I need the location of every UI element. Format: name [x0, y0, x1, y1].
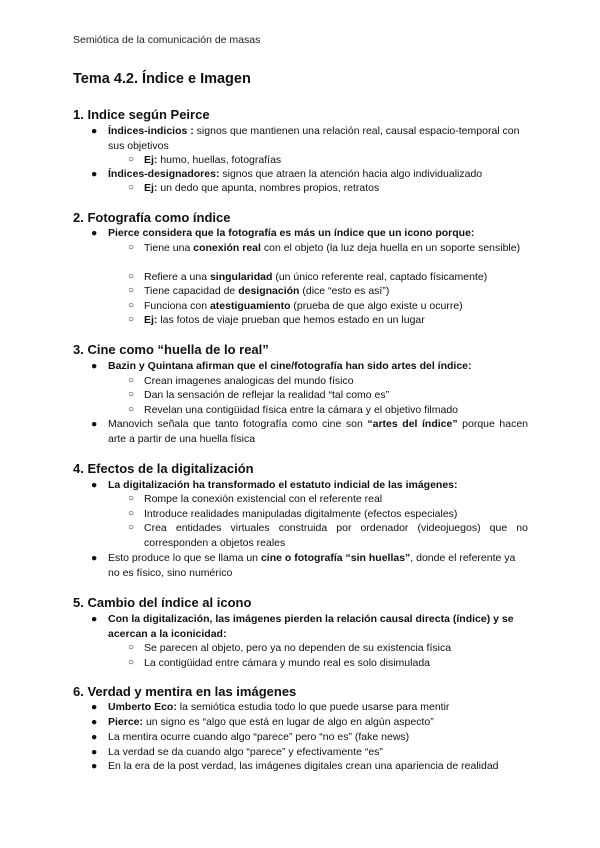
- bullet-circle: ○: [128, 285, 135, 296]
- list-item: [108, 551, 528, 580]
- bullet-circle: ○: [128, 300, 135, 311]
- item-bold: atestiguamiento: [209, 300, 291, 312]
- list-item: Dan la sensación de reflejar la realidad “tal como es”: [144, 389, 390, 401]
- item-bold: Ej:: [144, 314, 158, 326]
- item-bold: conexión real: [193, 242, 261, 254]
- section-title-3: 3. Cine como “huella de lo real”: [73, 342, 269, 357]
- bullet-dot: ●: [91, 613, 98, 625]
- item-bold: cine o fotografía “sin huellas”: [260, 552, 411, 564]
- section-title-1: 1. Indice según Peirce: [73, 107, 210, 122]
- item-text: humo, huellas, fotografías: [157, 154, 282, 166]
- list-item: Crean imagenes analogicas del mundo físico: [144, 375, 354, 387]
- bullet-dot: ●: [91, 552, 98, 564]
- item-text: (un único referente real, captado físicamente): [272, 271, 488, 283]
- item-text: (dice “esto es así”): [299, 285, 390, 297]
- item-text: con el objeto (la luz deja huella en un soporte sensible): [260, 242, 521, 254]
- bullet-circle: ○: [128, 493, 135, 504]
- list-item: [108, 359, 528, 374]
- bullet-dot: ●: [91, 125, 98, 137]
- section-title-2: 2. Fotografía como índice: [73, 210, 231, 225]
- bullet-dot: ●: [91, 227, 98, 239]
- bullet-dot: ●: [91, 168, 98, 180]
- bullet-circle: ○: [128, 404, 135, 415]
- item-text: porque hacen arte a partir de una huella física: [108, 418, 528, 445]
- bullet-dot: ●: [91, 731, 98, 743]
- list-item: [108, 226, 528, 241]
- list-item: Revelan una contigüidad física entre la cámara y el objetivo filmado: [144, 404, 459, 416]
- bullet-circle: ○: [128, 271, 135, 282]
- item-text: , donde el referente ya no es físico, sino numérico: [108, 552, 516, 579]
- list-item: Se parecen al objeto, pero ya no dependen de su existencia física: [144, 642, 452, 654]
- bullet-circle: ○: [128, 389, 135, 400]
- item-text: las fotos de viaje prueban que hemos estado en un lugar: [157, 314, 425, 326]
- item-text: la semiótica estudia todo lo que puede usarse para mentir: [176, 701, 450, 713]
- item-bold: Bazin y Quintana afirman que el cine/fotografía han sido artes del índice:: [108, 360, 472, 372]
- bullet-circle: ○: [128, 657, 135, 668]
- page-title: Tema 4.2. Índice e Imagen: [73, 71, 251, 87]
- item-bold: Pierce considera que la fotografía es más un índice que un icono porque:: [108, 227, 475, 239]
- item-bold: Ej:: [144, 182, 158, 194]
- item-text: signos que atraen la atención hacia algo individualizado: [219, 168, 483, 180]
- bullet-circle: ○: [128, 314, 135, 325]
- list-item: Introduce realidades manipuladas digitalmente (efectos especiales): [144, 508, 458, 520]
- bullet-dot: ●: [91, 360, 98, 372]
- item-bold: Índices-indicios :: [108, 125, 194, 137]
- item-bold: Pierce:: [108, 716, 144, 728]
- item-text: un dedo que apunta, nombres propios, retratos: [157, 182, 380, 194]
- item-text: (prueba de que algo existe u ocurre): [290, 300, 463, 312]
- list-item: [144, 241, 528, 256]
- list-item: [108, 715, 528, 730]
- list-item: [144, 153, 528, 168]
- bullet-circle: ○: [128, 154, 135, 165]
- list-item: [108, 612, 528, 641]
- list-item: La contigüidad entre cámara y mundo real es solo disimulada: [144, 657, 430, 669]
- item-bold: singularidad: [209, 271, 273, 283]
- bullet-circle: ○: [128, 642, 135, 653]
- bullet-circle: ○: [128, 182, 135, 193]
- item-bold: La digitalización ha transformado el estatuto indicial de las imágenes:: [108, 479, 458, 491]
- bullet-circle: ○: [128, 508, 135, 519]
- item-text: Manovich señala que tanto fotografía como cine son: [108, 418, 368, 430]
- item-text: Refiere a una: [144, 271, 210, 283]
- bullet-dot: ●: [91, 701, 98, 713]
- bullet-dot: ●: [91, 418, 98, 430]
- page-header: Semiótica de la comunicación de masas: [73, 34, 261, 46]
- bullet-dot: ●: [91, 479, 98, 491]
- section-title-6: 6. Verdad y mentira en las imágenes: [73, 684, 297, 699]
- list-item: [108, 167, 528, 182]
- item-text: un signo es “algo que está en lugar de algo en algún aspecto”: [143, 716, 434, 728]
- list-item: [108, 478, 528, 493]
- item-bold: Umberto Eco:: [108, 701, 177, 713]
- bullet-circle: ○: [128, 242, 135, 253]
- list-item: [108, 700, 528, 715]
- list-item: [144, 270, 528, 285]
- list-item: [108, 417, 528, 446]
- list-item: [144, 181, 528, 196]
- item-text: Funciona con: [144, 300, 210, 312]
- item-bold: Índices-designadores:: [108, 168, 220, 180]
- list-item: [144, 299, 528, 314]
- section-title-4: 4. Efectos de la digitalización: [73, 461, 254, 476]
- bullet-circle: ○: [128, 375, 135, 386]
- list-item: [108, 124, 528, 153]
- item-text: Tiene una: [144, 242, 194, 254]
- item-bold: Con la digitalización, las imágenes pierden la relación causal directa (índice) y se acercan a la iconicidad:: [108, 613, 514, 640]
- list-item: Crea entidades virtuales construida por ordenador (videojuegos) que no corresponden a objetos reales: [144, 522, 528, 549]
- item-text: Esto produce lo que se llama un: [108, 552, 261, 564]
- item-bold: designación: [238, 285, 300, 297]
- item-bold: “artes del índice”: [367, 418, 458, 430]
- bullet-dot: ●: [91, 760, 98, 772]
- bullet-dot: ●: [91, 716, 98, 728]
- bullet-circle: ○: [128, 522, 135, 533]
- item-text: signos que mantienen una relación real, causal espacio-temporal con sus objetivos: [108, 125, 520, 152]
- item-text: Tiene capacidad de: [144, 285, 239, 297]
- list-item: La verdad se da cuando algo “parece” y efectivamente “es”: [108, 746, 383, 758]
- item-bold: Ej:: [144, 154, 158, 166]
- list-item: En la era de la post verdad, las imágenes digitales crean una apariencia de realidad: [108, 760, 499, 772]
- list-item: Rompe la conexión existencial con el referente real: [144, 493, 383, 505]
- list-item: [144, 313, 528, 328]
- bullet-dot: ●: [91, 746, 98, 758]
- list-item: La mentira ocurre cuando algo “parece” pero “no es” (fake news): [108, 731, 410, 743]
- section-title-5: 5. Cambio del índice al icono: [73, 595, 252, 610]
- list-item: [144, 284, 528, 299]
